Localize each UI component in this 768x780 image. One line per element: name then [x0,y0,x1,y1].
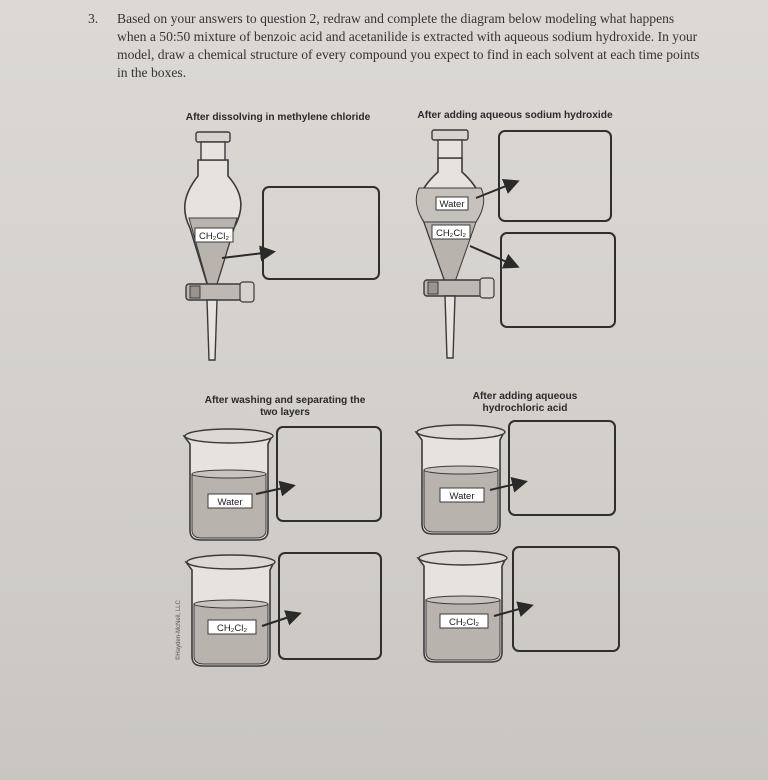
separatory-funnel-dissolve [185,132,272,360]
copyright-notice: ©Hayden-McNeil, LLC [176,600,182,660]
beaker-hcl-water-label: Water [449,491,475,502]
title-hcl: After adding aqueous hydrochloric acid [472,391,578,414]
beaker-wash-water-label: Water [217,497,243,508]
beaker-hcl-ch2cl2-label: CH₂Cl₂ [448,617,480,628]
funnel2-bottom-label: CH₂Cl₂ [435,228,467,239]
beaker-wash-water [184,429,292,540]
funnel2-top-label: Water [439,199,465,210]
title-wash: After washing and separating the two layers [204,395,366,418]
beaker-hcl-water [416,425,524,534]
beaker-wash-ch2cl2 [186,555,298,666]
beaker-hcl-ch2cl2 [418,551,530,662]
title-dissolve: After dissolving in methylene chloride [185,112,371,123]
question-number: 3. [88,11,99,26]
beaker-wash-ch2cl2-label: CH₂Cl₂ [216,623,248,634]
separatory-funnel-naoh [416,130,516,358]
question-text: Based on your answers to question 2, redraw and complete the diagram below modeling what happens when a 50:50 mixture of benzoic acid and acetanilide is extracted with aqueous sodium hydroxide. In your model, draw a chemical structure of every compound you expect to find in each solvent at each time points in the boxes. [117,11,700,80]
title-naoh: After adding aqueous sodium hydroxide [417,110,613,121]
funnel1-layer-label: CH₂Cl₂ [198,231,230,242]
